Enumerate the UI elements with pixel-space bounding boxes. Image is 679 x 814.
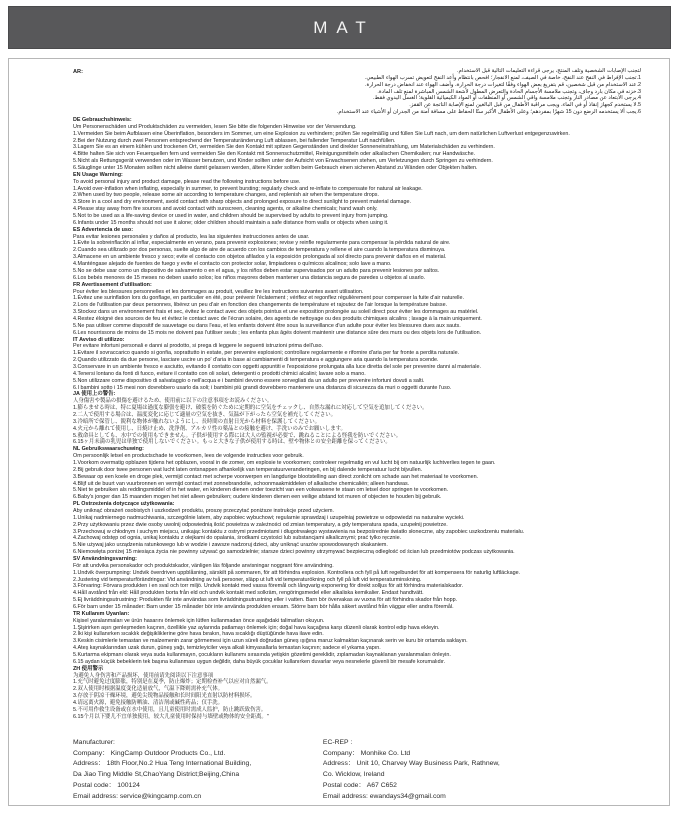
warning-item: 5.Niet te gebruiken als reddingsmiddel of in het water, en kinderen dienen onder toezicht van een volwassene te staan om letsel door springen te voorkomen.	[73, 487, 449, 494]
section-intro: To avoid personal injury and product damage, please read the following instructions before use.	[73, 178, 301, 185]
warning-item: 1.Evitare il sovraccarico quando si gonfia, soprattutto in estate, per prevenire esplosioni; controllare regolarmente e rifornire d'aria per far fronte a perdita naturale.	[73, 350, 460, 357]
warning-item: 2.Justering vid temperaturförändringar: Vid användning av två personer, släpp ut luft vid temperaturökning och fyll på luft vid temperaturminskning.	[73, 576, 422, 583]
warning-item: 2.Lors de l'utilisation par deux personnes, libérez un peu d'air en fonction des changements de température et rajoutez de l'air lorsque la température baisse.	[73, 302, 448, 309]
section-intro: Aby uniknąć obrażeń osobistych i uszkodzeń produktu, proszę przeczytać poniższe instrukcje przed użyciem.	[73, 508, 334, 514]
warning-item: 3.Bewaar op een koele en droge plek, vermijd contact met scherpe voorwerpen en langdurige blootstelling aan direct zonlicht om schade aan het materiaal te voorkomen.	[73, 473, 479, 480]
section-heading: ES Advertencia de uso:	[73, 226, 134, 233]
warning-item: 2.Quando utilizzato da due persone, lasciare uscire un po' d'aria in base ai cambiamenti di temperatura e aggiungere aria quando la temperatura scende.	[73, 357, 439, 364]
footer	[73, 738, 641, 803]
warning-item: 1.Unikaj nadmiernego nadmuchiwania, szczególnie latem, aby zapobiec wybuchowi; regularnie sprawdzaj i uzupełniaj powietrze w odpowiedzi na naturalne wycieki.	[73, 514, 465, 521]
ar-warning-item: 2.عند الاستخدام من قبل شخصين، قم بتفريغ بعض الهواء وفقًا لتغيرات درجة الحرارة، وأضف الهواء عند انخفاض درجة الحرارة.	[365, 81, 641, 88]
warning-item: 6.15个月以下婴儿不宜单独使用，较大儿童使用时保持与墙壁或物体的安全距离。"	[73, 713, 269, 720]
manufacturer-line: Company： KingCamp Outdoor Products Co., Ltd.	[73, 749, 226, 757]
section-heading: ZH 使用警示	[73, 665, 104, 672]
manufacturer-line: Email address: service@kingcamp.com.cn	[73, 793, 202, 801]
section-heading: SV Användningsvarning:	[73, 556, 137, 563]
warning-item: 4.Bitte halten Sie sich von Feuerquellen fern und vermeiden Sie den Kontakt mit Sonnenschutzmittel, Reinigungsmitteln oder alkalischen Chemikalien; nur Handwäsche.	[73, 151, 476, 158]
warning-item: 5.Not to be used as a life-saving device or used in water, and children should be supervised by adults to prevent injury from jumping.	[73, 213, 389, 220]
warning-item: 4.火元から離れて使用し、日焼け止め、洗浄剤、アルカリ性の薬品との接触を避け、手洗いのみでお願いします。	[73, 425, 346, 432]
warning-item: 6.För barn under 15 månader: Barn under 15 månader bör inte använda produkten ensam. Större barn bör hålla säkert avstånd från väggar eller andra föremål.	[73, 604, 454, 611]
ar-text	[73, 68, 641, 116]
language-label-ar: AR:	[73, 69, 83, 75]
section-heading: PL Ostrzeżenia dotyczące użytkowania:	[73, 501, 175, 508]
section-heading: IT Avviso di utilizzo:	[73, 336, 125, 343]
manufacturer-line: Da Jiao Ting Middle St,ChaoYang District;Beijing,China	[73, 771, 240, 779]
language-section	[73, 501, 641, 556]
warning-item: 2.When used by two people, release some air according to temperature changes, and replenish air when the temperature drops.	[73, 192, 379, 199]
warning-item: 3.冷暗所で保管し、鋭利な物体が触れないようにし、長時間の直射日光から材料を保護してください。	[73, 418, 321, 425]
warning-item: 3.Przechowuj w chłodnym i suchym miejscu, unikając kontaktu z ostrymi przedmiotami i długotrwałego wystawienia na bezpośrednie światło słoneczne, aby zapobiec uszkodzeniu materiału.	[73, 528, 525, 535]
section-heading: FR Avertissement d'utilisation:	[73, 281, 152, 288]
warning-item: 2.Bei der Nutzung durch zwei Personen entsprechend der Temperaturänderung Luft ablassen, bei fallender Temperatur Luft nachfüllen.	[73, 137, 396, 144]
ar-warning-item: 4.يرجى الابتعاد عن مصادر النار وتجنب ملامسة واقي الشمس أو المنظفات أو المواد الكيميائية القلوية؛ الغسل اليدوي فقط.	[373, 95, 641, 102]
ecrep-line: Email address: ewandays34@gmail.com	[322, 793, 446, 801]
warning-item: 1.充气时避免过度膨胀，特别是在夏季，防止爆炸；定期检查补气以应对自然漏气。	[73, 679, 272, 686]
ar-intro: لتجنب الإصابات الشخصية وتلف المنتج، يرجى قراءة التعليمات التالية قبل الاستخدام.	[456, 68, 641, 74]
warning-item: 3.Förvaring: Förvara produkten i en sval och torr miljö. Undvik kontakt med vassa föremål och långvarig exponering för direkt solljus för att förhindra materialskador.	[73, 583, 464, 590]
warning-item: 5.Non utilizzare come dispositivo di salvataggio o nell'acqua e i bambini devono essere sorvegliati da un adulto per prevenire infortuni dovuti a salti.	[73, 377, 425, 384]
warning-item: 6.15 aydan küçük bebeklerin tek başına kullanması uygun değildir, daha büyük çocuklar kullanırken duvarlar veya nesnelerle güvenli bir mesafe korumalıdır.	[73, 658, 446, 665]
instruction-sheet	[8, 58, 670, 806]
language-section	[73, 611, 641, 666]
warning-item: 1.膨らませる時は、特に夏場は過度な膨張を避け、破裂を防ぐために定期的に空気をチェックし、自然な漏れに対応して空気を追加してください。	[73, 405, 428, 412]
language-section	[73, 172, 641, 227]
warning-item: 6.Niemowlęta poniżej 15 miesiąca życia nie powinny używać go samodzielnie; starsze dzieci powinny utrzymywać bezpieczną odległość od ścian lub przedmiotów podczas użytkowania.	[73, 549, 515, 556]
warning-item: 2.Bij gebruik door twee personen wat lucht laten ontsnappen afhankelijk van temperatuurveranderingen, en bij dalende temperatuur lucht bijvullen.	[73, 466, 423, 473]
manufacturer-title: Manufacturer:	[73, 738, 115, 746]
title-bar	[8, 6, 671, 49]
warning-item: 3.Conservare in un ambiente fresco e asciutto, evitando il contatto con oggetti appuntiti e l'esposizione prolungata alla luce diretta del sole per prevenire danni al materiale.	[73, 363, 481, 370]
section-arabic	[73, 68, 641, 116]
warning-item: 5.Nie używaj jako urządzenia ratunkowego lub w wodzie i zawsze nadzoruj dzieci, aby uniknąć urazów spowodowanych skakaniem.	[73, 542, 388, 549]
ecrep-line: Postal code： A67 C652	[322, 782, 397, 790]
section-heading: TR Kullanım Uyarıları:	[73, 610, 130, 617]
warning-item: 4.Manténgase alejado de fuentes de fuego y evite el contacto con protector solar, limpiadores o químicos alcalinos; solo lave a mano.	[73, 261, 392, 268]
section-intro: Pour éviter les blessures personnelles et les dommages au produit, veuillez lire les instructions suivantes avant utilisation.	[73, 288, 364, 295]
language-section	[73, 227, 641, 282]
warning-item: 5.Nicht als Rettungsgerät verwenden oder im Wasser benutzen, und Kinder sollten unter der Aufsicht von Erwachsenen stehen, um Verletzungen durch Springen zu verhindern.	[73, 158, 493, 165]
ecrep-line: Company： Monhike Co. Ltd	[322, 749, 411, 757]
ar-warning-item: 3.خزنه في مكان بارد وجاف، وتجنب ملامسة الأجسام الحادة والتعرض المطول لأشعة الشمس المباشرة لمنع تلف المادة.	[377, 88, 641, 95]
warning-item: 4.Ateş kaynaklarından uzak durun, güneş yağı, temizleyiciler veya alkali kimyasallarla temastan kaçının; sadece el yıkama yapın.	[73, 645, 381, 652]
language-section	[73, 556, 641, 611]
section-heading: JA 使用上の警告:	[73, 391, 116, 398]
section-intro: Para evitar lesiones personales y daños al producto, lea las siguientes instrucciones antes de usar.	[73, 233, 310, 240]
warning-item: 1.Şişirirken aşırı genleşmeden kaçının, özellikle yaz aylarında patlamayı önlemek için; doğal hava kaçağına karşı düzenli olarak kontrol edip hava ekleyin.	[73, 624, 440, 631]
language-sections	[73, 117, 641, 721]
warning-item: 2.İki kişi kullanırken sıcaklık değişikliklerine göre hava bırakın, hava sıcaklığı düştüğünde hava ilave edin.	[73, 631, 324, 638]
warning-item: 6.Säuglinge unter 15 Monaten sollten nicht alleine damit gelassen werden, ältere Kinder sollten beim Gebrauch einen sicheren Abstand zu Wänden oder Objekten halten.	[73, 165, 478, 172]
warning-item: 2.Cuando sea utilizado por dos personas, suelte algo de aire de acuerdo con los cambios de temperatura y rellene el aire cuando la temperatura disminuya.	[73, 247, 446, 254]
ar-warning-item: 6.يجب ألا يستخدمه الرضع دون 15 شهرًا بمفردهم؛ وعلى الأطفال الأكبر سنًا الحفاظ على مسافة آمنة من الجدران أو الأشياء عند الاستخدام.	[336, 109, 641, 116]
warning-item: 2.二人で使用する場合は、温度変化に応じて適量の空気を抜き、気温が下がったら空気を補充してください。	[73, 411, 337, 418]
section-intro: För att undvika personskador och produktskador, vänligen läs följande anvisningar noggrant före användning.	[73, 562, 334, 569]
manufacturer-line: Address： 18th Floor,No.2 Hua Teng International Building,	[73, 760, 252, 768]
section-intro: Um Personenschäden und Produktschäden zu vermeiden, lesen Sie bitte die folgenden Hinweise vor der Verwendung.	[73, 123, 357, 130]
warning-item: 6.Baby's jonger dan 15 maanden mogen het niet alleen gebruiken; oudere kinderen dienen een veilige afstand tot muren of objecten te houden bij gebruik.	[73, 494, 442, 501]
manufacturer-lines	[73, 749, 323, 803]
warning-item: 3.Stockez dans un environnement frais et sec, évitez le contact avec des objets pointus et une exposition prolongée au soleil direct pour éviter les dommages au matériel.	[73, 309, 479, 316]
language-section	[73, 117, 641, 172]
warning-item: 5.Ej livräddningsutrustning: Produkten får inte användas som livräddningsutrustning eller i vatten. Barn bör övervakas av vuxna för att förhindra skador från hopp.	[73, 597, 458, 604]
warning-item: 5.No se debe usar como un dispositivo de salvamento o en el agua, y los niños deben estar supervisados por un adulto para prevenir lesiones por saltos.	[73, 267, 440, 274]
section-intro: 为避免人身伤害和产品损坏，使用前请先阅读以下注意事项	[73, 672, 214, 679]
warning-item: 3.Store in a cool and dry environment, avoid contact with sharp objects and prolonged exposure to direct sunlight to prevent material damage.	[73, 199, 412, 206]
ecrep-title: EC-REP :	[322, 738, 353, 746]
section-intro: Per evitare infortuni personali e danni al prodotto, si prega di leggere le seguenti istruzioni prima dell'uso.	[73, 343, 324, 350]
language-section	[73, 666, 641, 721]
ar-warning-item: 5.لا يستخدم كجهاز إنقاذ أو في الماء، ويجب مراقبة الأطفال من قبل البالغين لمنع الإصابة الناتجة عن القفز.	[409, 102, 641, 109]
warning-item: 4.Zachowaj odstęp od ognia, unikaj kontaktu z olejkami do opalania, środkami czystości lub substancjami alkalicznymi; prać tylko ręcznie.	[73, 535, 402, 542]
section-heading: NL Gebruikswaarschuwing:	[73, 446, 144, 453]
warning-item: 6.Les nourrissons de moins de 15 mois ne doivent pas l'utiliser seuls ; les enfants plus âgés doivent maintenir une distance sûre des murs ou des objets lors de l'utilisation.	[73, 329, 482, 336]
section-heading: EN Usage Warning:	[73, 171, 123, 178]
ecrep-line: Co. Wicklow, Ireland	[322, 771, 385, 779]
warning-item: 6.I bambini sotto i 15 mesi non dovrebbero usarlo da soli; i bambini più grandi dovrebbero mantenere una distanza di sicurezza da muri o oggetti durante l'uso.	[73, 384, 452, 391]
warning-item: 5.不可用作救生设备或在水中使用，且儿童使用时需成人监护，防止跳跃致伤害。	[73, 706, 267, 713]
warning-item: 4.Håll avstånd från eld: Håll produkten borta från eld och undvik kontakt med solkräm, rengöringsmedel eller alkaliska kemikalier. Endast handtvätt.	[73, 590, 424, 597]
language-section	[73, 446, 641, 501]
warning-item: 1.Voorkom overmatig opblazen tijdens het opblazen, vooral in de zomer, om explosie te voorkomen; controleer regelmatig en vul lucht bij om natuurlijk luchtverlies tegen te gaan.	[73, 459, 496, 466]
warning-item: 2.Przy użytkowaniu przez dwie osoby uwolnij odpowiednią ilość powietrza w zależności od zmian temperatury, a gdy temperatura spada, uzupełnij powietrze.	[73, 521, 448, 528]
ecrep-block	[323, 738, 641, 803]
section-intro: Kişisel yaralanmaları ve ürün hasarını önlemek için lütfen kullanmadan önce aşağıdaki talimatları okuyun.	[73, 617, 325, 624]
section-intro: 人身傷害や製品の損傷を避けるため、使用前に以下の注意事項をお読みください。	[73, 398, 273, 405]
warning-item: 3.存放于阴凉干燥环境，避免尖锐物品接触和长时间阳光直射以防材料损坏。	[73, 693, 256, 700]
warning-item: 4.Restez éloigné des sources de feu et évitez le contact avec de l'écran solaire, des agents de nettoyage ou des produits chimiques alcalins ; lavage à la main uniquement.	[73, 315, 482, 322]
warning-item: 1.Évitez une surinflation lors du gonflage, en particulier en été, pour prévenir l'éclatement ; vérifiez et regonflez régulièrement pour compenser la fuite d'air naturelle.	[73, 295, 464, 302]
warning-item: 4.请远离火源，避免接触防晒油、清洁剂或碱性药品；仅手洗。	[73, 700, 224, 707]
warning-item: 5.救命具としても、水中での使用もできません。子供が使用する際には大人の監視が必要で、跳ねることによる怪我を防いでください。	[73, 432, 402, 439]
warning-item: 5.Ne pas utiliser comme dispositif de sauvetage ou dans l'eau, et les enfants doivent être sous la surveillance d'un adulte pour éviter les blessures dues aux sauts.	[73, 322, 461, 329]
language-section	[73, 391, 641, 446]
warning-item: 1.Undvik överpumpning: Undvik överdriven uppblåsning, särskilt på sommaren, för att förhindra explosion. Kontrollera och fyll på luft regelbundet för att kompensera för naturlig luftläckage.	[73, 569, 521, 576]
warning-item: 2.双人使用时根据温度变化适量放气，气温下降则需补充气体。	[73, 686, 224, 693]
warning-item: 3.Almacene en un ambiente fresco y seco; evite el contacto con objetos afilados y la exposición prolongada al sol directo para prevenir daños en el material.	[73, 254, 447, 261]
language-section	[73, 282, 641, 337]
warning-item: 6.Los bebés menores de 15 meses no deben usarlo solos; los niños mayores deben mantener una distancia segura de paredes u objetos al usarlo.	[73, 274, 426, 281]
manufacturer-line: Postal code： 100124	[73, 782, 140, 790]
page-title: MAT	[313, 17, 375, 37]
section-intro: Om persoonlijk letsel en productschade te voorkomen, lees de volgende instructies voor gebruik.	[73, 453, 304, 460]
warning-item: 3.Keskin cisimlerle temastan ve malzemenin zarar görmemesi için uzun süreli doğrudan güneş ışığına maruz kalmaktan kaçınarak serin ve kuru bir ortamda saklayın.	[73, 638, 468, 645]
warning-item: 1.Avoid over-inflation when inflating, especially in summer, to prevent bursting; regularly check and re-inflate to compensate for natural air leakage.	[73, 185, 423, 192]
warning-item: 6.Infants under 15 months should not use it alone; older children should maintain a safe distance from walls or objects when using it.	[73, 219, 389, 226]
ecrep-line: Address： Unit 10, Charvey Way Business Park, Rathnew,	[322, 760, 500, 768]
warning-item: 4.Blijf uit de buurt van vuurbronnen en vermijd contact met zonnebrandolie, schoonmaakmiddelen of alkalische chemicaliën; alleen handwas.	[73, 480, 410, 487]
warning-item: 5.Kurtarma ekipmanı olarak veya suda kullanmayın, çocukların kullanımı sırasında yetişkin gözetimi gereklidir, zıplamadan kaynaklanan yaralanmaları önleyin.	[73, 652, 451, 659]
manufacturer-block	[73, 738, 323, 803]
warning-item: 1.Vermeiden Sie beim Aufblasen eine Überinflation, besonders im Sommer, um eine Explosion zu verhindern; prüfen Sie regelmäßig und füllen Sie Luft nach, um dem natürlichen Luftverlust entgegenzuwirken.	[73, 130, 570, 137]
section-heading: DE Gebrauchshinweis:	[73, 117, 132, 124]
warning-item: 4.Please stay away from fire sources and avoid contact with sunscreen, cleaning agents, or alkaline chemicals; hand wash only.	[73, 206, 378, 213]
ecrep-lines	[323, 749, 641, 803]
ar-warning-item: 1.تجنب الإفراط في النفخ عند النفخ، خاصة في الصيف، لمنع الانفجار؛ افحص بانتظام وأعد النفخ لتعويض تسرب الهواء الطبيعي.	[364, 74, 641, 81]
warning-item: 4.Tenersi lontano da fonti di fuoco, evitare il contatto con oli solari, detergenti o prodotti chimici alcalini; lavare solo a mano.	[73, 370, 366, 377]
warning-item: 6.15ヶ月未満の乳児は単独で使用しないでください。もっと大きな子供が使用する時は、壁や物体との安全距離を保ってください。	[73, 439, 391, 446]
warning-item: 1.Evite la sobreinflación al inflar, especialmente en verano, para prevenir explosiones; revise y reinfle regularmente para compensar la pérdida natural de aire.	[73, 240, 451, 247]
language-section	[73, 337, 641, 392]
warning-item: 3.Lagern Sie es an einem kühlen und trockenen Ort, vermeiden Sie den Kontakt mit spitzen Gegenständen und direkter Sonneneinstrahlung, um Materialschäden zu verhindern.	[73, 144, 495, 151]
